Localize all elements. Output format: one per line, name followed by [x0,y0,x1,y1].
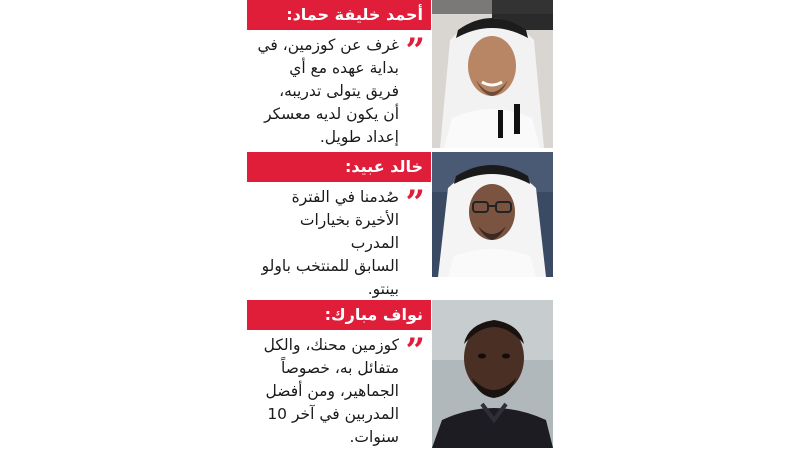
quote-line: السابق للمنتخب باولو [261,257,399,275]
quote-line: كوزمين محنك، والكل [263,336,399,354]
quote-line: صُدمنا في الفترة [291,188,399,206]
speaker-name-bar: خالد عبيد: [247,152,431,182]
quote-mark-icon: ” [405,183,425,223]
quote-text [249,186,399,301]
person-photo-icon [432,300,553,448]
quote-mark-icon: ” [405,31,425,71]
speaker-photo [432,300,553,448]
speaker-photo [432,0,553,148]
person-photo-icon [432,152,553,277]
quote-line: المدربين في آخر 10 [267,405,399,423]
quote-card-2 [247,152,553,298]
quote-line: سنوات. [349,428,399,446]
speaker-name-bar: أحمد خليفة حماد: [247,0,431,30]
quote-line: غرف عن كوزمين، في [257,36,399,54]
quote-text [249,34,399,149]
quote-line: بينتو. [367,280,399,298]
quote-card-1 [247,0,553,148]
quote-line: إعداد طويل. [319,128,399,146]
quote-line: بداية عهده مع أي [289,59,399,77]
quote-line: الأخيرة بخيارات المدرب [299,211,399,252]
person-photo-icon [432,0,553,148]
quote-mark-icon: ” [405,331,425,371]
speaker-photo [432,152,553,277]
quote-line: متفائل به، خصوصاً [281,359,399,377]
speaker-name-bar: نواف مبارك: [247,300,431,330]
quote-line: فريق يتولى تدريبه، [279,82,399,100]
quote-card-3 [247,300,553,448]
quote-text [249,334,399,449]
quote-line: الجماهير، ومن أفضل [265,382,399,400]
quote-line: أن يكون لديه معسكر [264,105,399,123]
